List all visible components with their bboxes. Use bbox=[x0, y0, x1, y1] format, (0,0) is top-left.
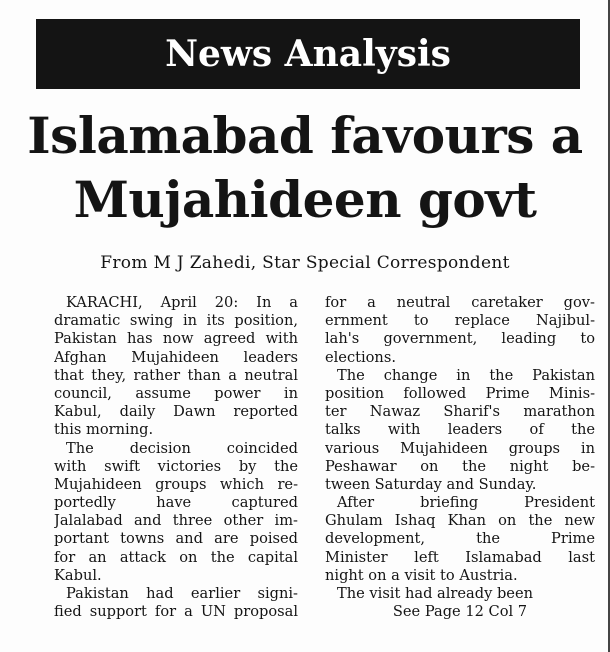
article-line: The visit had already been bbox=[337, 585, 533, 602]
article-line: The change in the Pakistan bbox=[337, 366, 595, 384]
article-line: portant towns and are poised bbox=[54, 530, 298, 548]
continuation-note: See Page 12 Col 7 bbox=[392, 603, 528, 621]
article-line: with swift victories by the bbox=[54, 457, 298, 475]
article-line: development, the Prime bbox=[325, 530, 595, 548]
headline-line-1: Islamabad favours a bbox=[27, 106, 583, 165]
article-line: ernment to replace Najibul- bbox=[325, 312, 595, 330]
article-line: this morning. bbox=[54, 421, 154, 439]
article-line: ter Nawaz Sharif's marathon bbox=[325, 403, 595, 421]
article-line: night on a visit to Austria. bbox=[325, 566, 518, 584]
section-banner-label: News Analysis bbox=[165, 33, 451, 75]
article-line: for an attack on the capital bbox=[54, 548, 298, 566]
byline: From M J Zahedi, Star Special Correspondent bbox=[100, 253, 510, 273]
article-line: Minister left Islamabad last bbox=[325, 548, 595, 566]
article-line: various Mujahideen groups in bbox=[325, 439, 595, 457]
article-line: Peshawar on the night be- bbox=[325, 457, 595, 475]
article-line: that they, rather than a neutral bbox=[54, 366, 298, 384]
article-line: position followed Prime Minis- bbox=[325, 384, 595, 402]
article-line: KARACHI, April 20: In a bbox=[66, 294, 298, 311]
article-line: After briefing President bbox=[337, 494, 595, 512]
article-line: Afghan Mujahideen leaders bbox=[54, 348, 298, 366]
article-line: council, assume power in bbox=[54, 384, 298, 402]
article-line: Kabul, daily Dawn reported bbox=[54, 403, 298, 421]
article-line: talks with leaders of the bbox=[325, 421, 595, 439]
article-line: Ghulam Ishaq Khan on the new bbox=[325, 512, 595, 530]
article-line: elections. bbox=[325, 348, 396, 366]
section-banner bbox=[36, 19, 580, 89]
article-line: tween Saturday and Sunday. bbox=[325, 475, 537, 493]
article-line: dramatic swing in its position, bbox=[54, 312, 298, 330]
article-line: Pakistan had earlier signi- bbox=[66, 585, 298, 602]
article-line: lah's government, leading to bbox=[325, 330, 595, 348]
article-line: portedly have captured bbox=[54, 494, 298, 512]
article-column-left bbox=[54, 294, 298, 621]
headline bbox=[0, 104, 610, 232]
article-line: fied support for a UN proposal bbox=[54, 603, 298, 621]
article-line: The decision coincided bbox=[66, 439, 298, 457]
article-line: Jalalabad and three other im- bbox=[54, 512, 298, 530]
article-column-right bbox=[325, 294, 595, 621]
article-line: Pakistan has now agreed with bbox=[54, 330, 298, 348]
headline-line-2: Mujahideen govt bbox=[73, 170, 537, 229]
article-line: for a neutral caretaker gov- bbox=[325, 294, 595, 311]
article-line: Kabul. bbox=[54, 566, 102, 584]
article-line: Mujahideen groups which re- bbox=[54, 475, 298, 493]
